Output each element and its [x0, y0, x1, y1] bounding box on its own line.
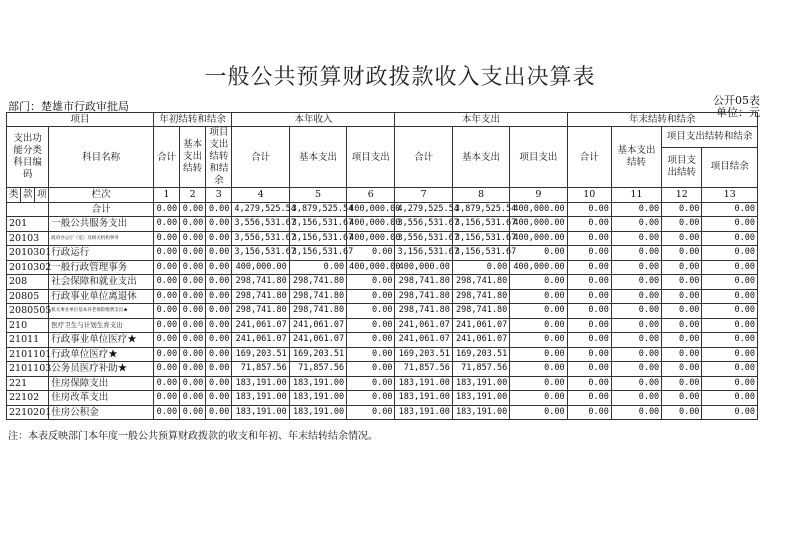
total-cell: 0.00 — [611, 202, 661, 217]
table-row — [7, 275, 758, 290]
value-cell: 400,000.00 — [510, 217, 567, 232]
value-cell: 183,191.00 — [452, 391, 509, 406]
col-number: 9 — [510, 188, 567, 203]
header-begin-total: 合计 — [153, 127, 179, 188]
value-cell: 241,061.07 — [289, 333, 346, 348]
value-cell: 0.00 — [347, 405, 395, 420]
value-cell: 298,741.80 — [232, 289, 289, 304]
value-cell: 241,061.07 — [232, 318, 289, 333]
header-income-basic: 基本支出 — [289, 127, 346, 188]
value-cell: 0.00 — [180, 246, 206, 261]
header-expend: 本年支出 — [395, 113, 567, 127]
table-row — [7, 217, 758, 232]
header-col-class: 类 — [7, 188, 21, 203]
value-cell: 0.00 — [662, 347, 702, 362]
value-cell: 298,741.80 — [232, 275, 289, 290]
value-cell: 298,741.80 — [452, 275, 509, 290]
value-cell: 0.00 — [206, 376, 232, 391]
value-cell: 3,556,531.67 — [395, 217, 452, 232]
value-cell: 0.00 — [180, 376, 206, 391]
value-cell: 0.00 — [662, 362, 702, 377]
value-cell: 0.00 — [153, 231, 179, 246]
value-cell: 298,741.80 — [452, 304, 509, 319]
col-number: 12 — [662, 188, 702, 203]
value-cell: 0.00 — [702, 347, 758, 362]
value-cell: 0.00 — [611, 376, 661, 391]
budget-table — [6, 112, 758, 420]
value-cell: 0.00 — [153, 376, 179, 391]
value-cell: 0.00 — [567, 391, 611, 406]
value-cell: 0.00 — [180, 405, 206, 420]
value-cell: 0.00 — [611, 304, 661, 319]
value-cell: 0.00 — [206, 318, 232, 333]
value-cell: 0.00 — [510, 362, 567, 377]
col-number: 8 — [452, 188, 509, 203]
header-begin-basic: 基本支出结转 — [180, 127, 206, 188]
value-cell: 0.00 — [510, 333, 567, 348]
table-row — [7, 333, 758, 348]
value-cell: 0.00 — [510, 405, 567, 420]
table-row — [7, 318, 758, 333]
value-cell: 0.00 — [153, 405, 179, 420]
col-number: 10 — [567, 188, 611, 203]
header-end-project-carry: 项目支出结转 — [662, 147, 702, 187]
value-cell: 0.00 — [153, 260, 179, 275]
total-label: 合计 — [49, 202, 154, 217]
value-cell: 71,857.56 — [395, 362, 452, 377]
value-cell: 0.00 — [180, 260, 206, 275]
value-cell: 298,741.80 — [395, 304, 452, 319]
total-cell: 0.00 — [702, 202, 758, 217]
row-index-label: 栏次 — [49, 188, 154, 203]
value-cell: 169,203.51 — [289, 347, 346, 362]
value-cell: 0.00 — [347, 304, 395, 319]
value-cell: 0.00 — [662, 246, 702, 261]
value-cell: 0.00 — [180, 347, 206, 362]
value-cell: 71,857.56 — [289, 362, 346, 377]
table-row — [7, 260, 758, 275]
value-cell: 0.00 — [662, 289, 702, 304]
value-cell: 298,741.80 — [289, 275, 346, 290]
value-cell: 0.00 — [180, 304, 206, 319]
value-cell: 3,156,531.67 — [232, 246, 289, 261]
header-begin: 年初结转和结余 — [153, 113, 232, 127]
subject-name: 政府办公厅（室）及相关机构事务 — [49, 231, 154, 246]
col-number: 11 — [611, 188, 661, 203]
value-cell: 0.00 — [662, 391, 702, 406]
value-cell: 0.00 — [662, 318, 702, 333]
header-expend-total: 合计 — [395, 127, 452, 188]
value-cell: 0.00 — [567, 260, 611, 275]
value-cell: 0.00 — [611, 275, 661, 290]
header-end-project-surplus: 项目结余 — [702, 147, 758, 187]
value-cell: 241,061.07 — [289, 318, 346, 333]
value-cell: 0.00 — [347, 333, 395, 348]
value-cell: 0.00 — [702, 318, 758, 333]
value-cell: 0.00 — [662, 260, 702, 275]
value-cell: 0.00 — [206, 246, 232, 261]
value-cell: 241,061.07 — [395, 318, 452, 333]
table-row — [7, 376, 758, 391]
header-begin-project: 项目支出结转和结余 — [206, 127, 232, 188]
value-cell: 3,156,531.67 — [452, 217, 509, 232]
value-cell: 169,203.51 — [395, 347, 452, 362]
value-cell: 0.00 — [611, 391, 661, 406]
value-cell: 0.00 — [702, 289, 758, 304]
value-cell: 0.00 — [567, 362, 611, 377]
value-cell: 0.00 — [153, 333, 179, 348]
value-cell: 0.00 — [206, 275, 232, 290]
subject-code: 2210201 — [7, 405, 49, 420]
subject-code: 208 — [7, 275, 49, 290]
col-number: 5 — [289, 188, 346, 203]
value-cell: 298,741.80 — [289, 289, 346, 304]
value-cell: 400,000.00 — [395, 260, 452, 275]
header-end-total: 合计 — [567, 127, 611, 188]
value-cell: 3,556,531.67 — [395, 231, 452, 246]
value-cell: 0.00 — [611, 260, 661, 275]
value-cell: 0.00 — [153, 362, 179, 377]
value-cell: 400,000.00 — [347, 231, 395, 246]
value-cell: 0.00 — [662, 333, 702, 348]
subject-code: 2101103 — [7, 362, 49, 377]
header-income-project: 项目支出 — [347, 127, 395, 188]
value-cell: 0.00 — [567, 289, 611, 304]
subject-name: 行政运行 — [49, 246, 154, 261]
col-number: 4 — [232, 188, 289, 203]
value-cell: 298,741.80 — [232, 304, 289, 319]
value-cell: 169,203.51 — [232, 347, 289, 362]
department-label: 部门：楚雄市行政审批局 — [8, 100, 129, 113]
unit-label: 单位：元 — [716, 106, 760, 119]
value-cell: 0.00 — [153, 391, 179, 406]
subject-code: 210 — [7, 318, 49, 333]
header-item: 项目 — [7, 113, 154, 127]
value-cell: 0.00 — [611, 405, 661, 420]
value-cell: 0.00 — [347, 362, 395, 377]
value-cell: 298,741.80 — [289, 304, 346, 319]
value-cell: 183,191.00 — [289, 391, 346, 406]
value-cell: 0.00 — [611, 289, 661, 304]
value-cell: 3,156,531.67 — [395, 246, 452, 261]
subject-name: 住房改革支出 — [49, 391, 154, 406]
table-row — [7, 405, 758, 420]
value-cell: 71,857.56 — [452, 362, 509, 377]
value-cell: 0.00 — [180, 217, 206, 232]
table-row — [7, 391, 758, 406]
value-cell: 183,191.00 — [289, 405, 346, 420]
value-cell: 0.00 — [206, 391, 232, 406]
value-cell: 0.00 — [347, 289, 395, 304]
header-func-code: 支出功能分类科目编码 — [7, 127, 49, 188]
value-cell: 241,061.07 — [452, 333, 509, 348]
value-cell: 0.00 — [662, 405, 702, 420]
value-cell: 0.00 — [347, 246, 395, 261]
value-cell: 0.00 — [611, 246, 661, 261]
value-cell: 0.00 — [180, 289, 206, 304]
subject-name: 社会保障和就业支出 — [49, 275, 154, 290]
value-cell: 0.00 — [567, 347, 611, 362]
table-row — [7, 246, 758, 261]
value-cell: 0.00 — [180, 362, 206, 377]
value-cell: 0.00 — [611, 231, 661, 246]
value-cell: 0.00 — [702, 246, 758, 261]
value-cell: 183,191.00 — [395, 391, 452, 406]
value-cell: 0.00 — [180, 231, 206, 246]
value-cell: 0.00 — [567, 333, 611, 348]
subject-name: 住房公积金 — [49, 405, 154, 420]
value-cell: 0.00 — [153, 246, 179, 261]
header-end-basic: 基本支出结转 — [611, 127, 661, 188]
total-cell: 0.00 — [206, 202, 232, 217]
header-expend-project: 项目支出 — [510, 127, 567, 188]
value-cell: 183,191.00 — [232, 376, 289, 391]
value-cell: 0.00 — [662, 217, 702, 232]
value-cell: 0.00 — [662, 231, 702, 246]
value-cell: 0.00 — [180, 275, 206, 290]
total-cell: 3,879,525.54 — [289, 202, 346, 217]
header-income-total: 合计 — [232, 127, 289, 188]
value-cell: 0.00 — [153, 304, 179, 319]
value-cell: 0.00 — [567, 217, 611, 232]
value-cell: 169,203.51 — [452, 347, 509, 362]
value-cell: 400,000.00 — [510, 231, 567, 246]
subject-name: 医疗卫生与计划生育支出 — [49, 318, 154, 333]
subject-code: 2101101 — [7, 347, 49, 362]
value-cell: 0.00 — [206, 405, 232, 420]
subject-code: 20103 — [7, 231, 49, 246]
value-cell: 0.00 — [347, 318, 395, 333]
value-cell: 0.00 — [206, 231, 232, 246]
value-cell: 400,000.00 — [510, 260, 567, 275]
header-income: 本年收入 — [232, 113, 395, 127]
header-end: 年末结转和结余 — [567, 113, 757, 127]
value-cell: 0.00 — [567, 318, 611, 333]
value-cell: 0.00 — [347, 347, 395, 362]
total-cell: 400,000.00 — [510, 202, 567, 217]
subject-name: 住房保障支出 — [49, 376, 154, 391]
value-cell: 0.00 — [662, 376, 702, 391]
value-cell: 0.00 — [702, 260, 758, 275]
total-cell: 3,879,525.54 — [452, 202, 509, 217]
value-cell: 400,000.00 — [347, 260, 395, 275]
page-title: 一般公共预算财政拨款收入支出决算表 — [204, 65, 596, 90]
subject-code: 20805 — [7, 289, 49, 304]
value-cell: 183,191.00 — [452, 405, 509, 420]
value-cell: 0.00 — [180, 318, 206, 333]
value-cell: 241,061.07 — [395, 333, 452, 348]
value-cell: 0.00 — [510, 376, 567, 391]
value-cell: 0.00 — [510, 246, 567, 261]
value-cell: 0.00 — [510, 289, 567, 304]
subject-name: 一般公共服务支出 — [49, 217, 154, 232]
value-cell: 298,741.80 — [395, 289, 452, 304]
value-cell: 0.00 — [153, 289, 179, 304]
value-cell: 0.00 — [567, 275, 611, 290]
value-cell: 241,061.07 — [452, 318, 509, 333]
header-subject-name: 科目名称 — [49, 127, 154, 188]
value-cell: 3,156,531.67 — [289, 217, 346, 232]
value-cell: 0.00 — [153, 347, 179, 362]
subject-code: 221 — [7, 376, 49, 391]
value-cell: 0.00 — [611, 333, 661, 348]
value-cell: 0.00 — [611, 318, 661, 333]
value-cell: 0.00 — [702, 304, 758, 319]
col-number: 6 — [347, 188, 395, 203]
subject-name: 行政事业单位离退休 — [49, 289, 154, 304]
subject-code: 21011 — [7, 333, 49, 348]
value-cell: 0.00 — [611, 347, 661, 362]
subject-name: 行政单位医疗★ — [49, 347, 154, 362]
value-cell: 0.00 — [510, 318, 567, 333]
value-cell: 0.00 — [510, 391, 567, 406]
value-cell: 0.00 — [567, 304, 611, 319]
value-cell: 0.00 — [702, 231, 758, 246]
value-cell: 0.00 — [702, 362, 758, 377]
value-cell: 0.00 — [702, 333, 758, 348]
subject-code: 2080505 — [7, 304, 49, 319]
header-col-item: 款 — [21, 188, 35, 203]
value-cell: 0.00 — [567, 246, 611, 261]
value-cell: 0.00 — [662, 304, 702, 319]
value-cell: 3,556,531.67 — [232, 231, 289, 246]
total-cell: 0.00 — [153, 202, 179, 217]
value-cell: 3,556,531.67 — [232, 217, 289, 232]
value-cell: 0.00 — [611, 362, 661, 377]
value-cell: 0.00 — [452, 260, 509, 275]
value-cell: 0.00 — [289, 260, 346, 275]
value-cell: 0.00 — [153, 217, 179, 232]
col-number: 13 — [702, 188, 758, 203]
value-cell: 298,741.80 — [452, 289, 509, 304]
total-row — [7, 202, 758, 217]
value-cell: 0.00 — [153, 275, 179, 290]
table-row — [7, 362, 758, 377]
value-cell: 3,156,531.67 — [289, 246, 346, 261]
total-cell: 4,279,525.54 — [232, 202, 289, 217]
value-cell: 0.00 — [510, 275, 567, 290]
value-cell: 0.00 — [206, 347, 232, 362]
value-cell: 3,156,531.67 — [289, 231, 346, 246]
value-cell: 0.00 — [702, 376, 758, 391]
value-cell: 0.00 — [206, 304, 232, 319]
subject-name: 行政事业单位医疗★ — [49, 333, 154, 348]
col-number: 7 — [395, 188, 452, 203]
subject-name: 公务员医疗补助★ — [49, 362, 154, 377]
value-cell: 298,741.80 — [395, 275, 452, 290]
value-cell: 183,191.00 — [232, 405, 289, 420]
table-row — [7, 347, 758, 362]
subject-code: 2010301 — [7, 246, 49, 261]
subject-code: 201 — [7, 217, 49, 232]
subject-code: 2010302 — [7, 260, 49, 275]
value-cell: 0.00 — [347, 376, 395, 391]
value-cell: 0.00 — [206, 333, 232, 348]
total-cell: 0.00 — [662, 202, 702, 217]
value-cell: 0.00 — [567, 405, 611, 420]
value-cell: 0.00 — [702, 275, 758, 290]
value-cell: 400,000.00 — [347, 217, 395, 232]
col-number: 1 — [153, 188, 179, 203]
value-cell: 0.00 — [347, 391, 395, 406]
value-cell: 0.00 — [567, 376, 611, 391]
value-cell: 0.00 — [702, 217, 758, 232]
total-cell: 0.00 — [567, 202, 611, 217]
total-cell: 4,279,525.54 — [395, 202, 452, 217]
header-expend-basic: 基本支出 — [452, 127, 509, 188]
value-cell: 0.00 — [206, 362, 232, 377]
value-cell: 0.00 — [567, 231, 611, 246]
value-cell: 0.00 — [611, 217, 661, 232]
value-cell: 0.00 — [206, 260, 232, 275]
value-cell: 3,156,531.67 — [452, 246, 509, 261]
value-cell: 183,191.00 — [232, 391, 289, 406]
value-cell: 0.00 — [702, 391, 758, 406]
value-cell: 0.00 — [662, 275, 702, 290]
subject-name: 一般行政管理事务 — [49, 260, 154, 275]
header-col-sub: 项 — [35, 188, 49, 203]
value-cell: 400,000.00 — [232, 260, 289, 275]
value-cell: 0.00 — [347, 275, 395, 290]
subject-name: 机关事业单位基本养老保险缴费支出★ — [49, 304, 154, 319]
form-code: 公开05表 — [713, 94, 760, 107]
value-cell: 183,191.00 — [452, 376, 509, 391]
value-cell: 183,191.00 — [395, 376, 452, 391]
col-number: 2 — [180, 188, 206, 203]
value-cell: 0.00 — [180, 333, 206, 348]
value-cell: 0.00 — [180, 391, 206, 406]
footnote: 注：本表反映部门本年度一般公共预算财政拨款的收支和年初、年末结转结余情况。 — [8, 431, 378, 442]
value-cell: 241,061.07 — [232, 333, 289, 348]
total-cell: 400,000.00 — [347, 202, 395, 217]
table-row — [7, 231, 758, 246]
header-end-project: 项目支出结转和结余 — [662, 127, 758, 148]
value-cell: 183,191.00 — [289, 376, 346, 391]
value-cell: 0.00 — [702, 405, 758, 420]
value-cell: 0.00 — [206, 289, 232, 304]
subject-code: 22102 — [7, 391, 49, 406]
value-cell: 183,191.00 — [395, 405, 452, 420]
value-cell: 0.00 — [153, 318, 179, 333]
value-cell: 0.00 — [510, 304, 567, 319]
total-cell: 0.00 — [180, 202, 206, 217]
value-cell: 0.00 — [206, 217, 232, 232]
table-row — [7, 304, 758, 319]
value-cell: 71,857.56 — [232, 362, 289, 377]
table-row — [7, 289, 758, 304]
value-cell: 3,156,531.67 — [452, 231, 509, 246]
value-cell: 0.00 — [510, 347, 567, 362]
col-number: 3 — [206, 188, 232, 203]
